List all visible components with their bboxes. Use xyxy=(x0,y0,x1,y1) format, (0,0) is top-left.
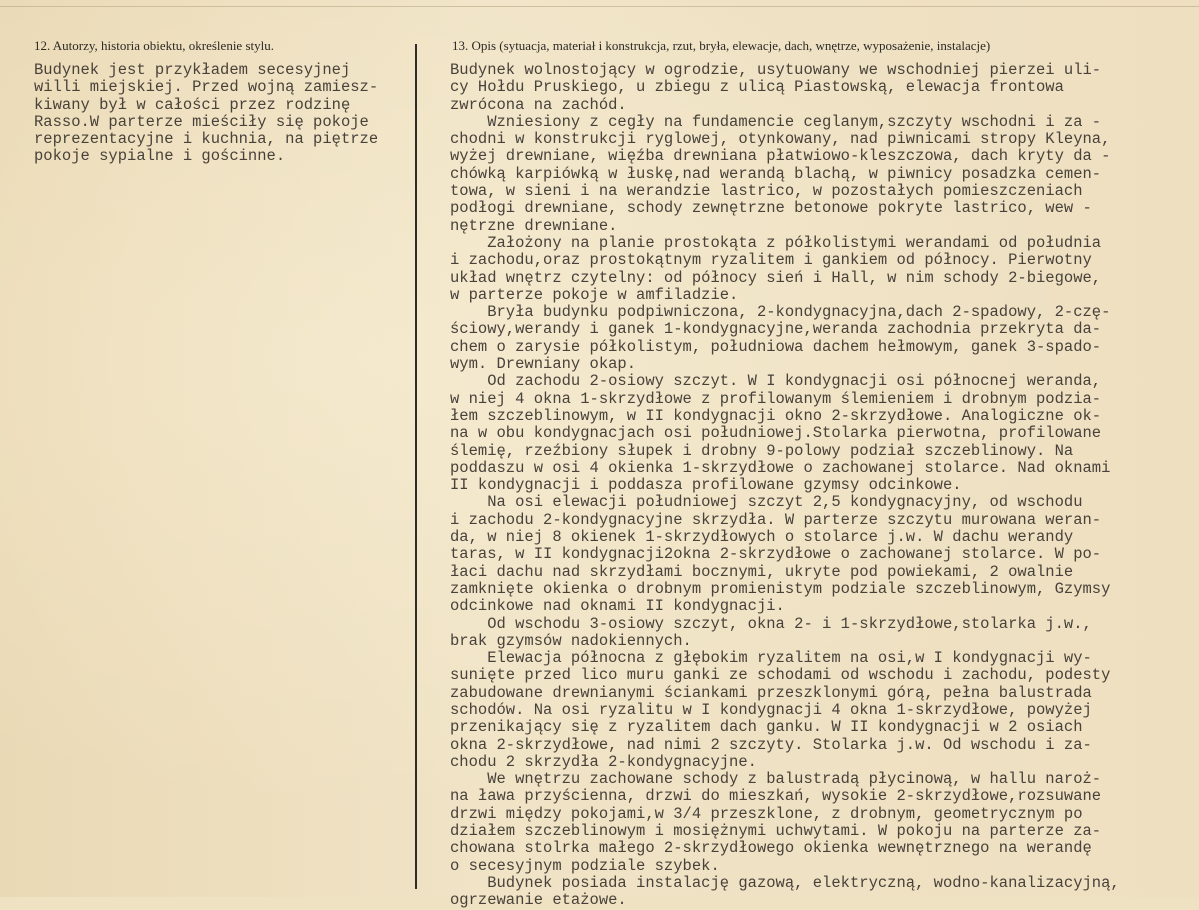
text-line: chodu 2 skrzydła 2-kondygnacyjne. xyxy=(450,752,757,771)
text-line: i zachodu,oraz prostokątnym ryzalitem i gankiem od północy. Pierwotny xyxy=(450,251,1092,270)
text-line: ślemię, rzeźbiony słupek i drobny 9-polowy podział szczeblinowy. Na xyxy=(450,441,1074,460)
text-line: cy Hołdu Pruskiego, u zbiegu z ulicą Piastowską, elewacja frontowa xyxy=(450,78,1064,97)
text-line: reprezentacyjne i kuchnia, na piętrze xyxy=(34,130,379,149)
text-line: i zachodu 2-kondygnacyjne skrzydła. W parterze szczytu murowana weran- xyxy=(450,510,1102,529)
text-line: da, w niej 8 okienek 1-skrzydłowych o stolarce j.w. W dachu werandy xyxy=(450,528,1074,547)
text-line: Rasso.W parterze mieściły się pokoje xyxy=(34,112,369,131)
text-line: układ wnętrz czytelny: od północy sień i Hall, w nim schody 2-biegowe, xyxy=(450,268,1102,287)
text-line: Wzniesiony z cegły na fundamencie ceglanym,szczyty wschodni i za - xyxy=(450,112,1102,131)
text-line: nętrzne drewniane. xyxy=(450,216,618,235)
text-line: Od wschodu 3-osiowy szczyt, okna 2- i 1-skrzydłowe,stolarka j.w., xyxy=(450,614,1092,633)
text-line: zabudowane drewnianymi ściankami przeszklonymi górą, pełna balustrada xyxy=(450,683,1092,702)
left-column-heading: 12. Autorzy, historia obiektu, określenie stylu. xyxy=(34,38,274,53)
right-column-heading: 13. Opis (sytuacja, materiał i konstrukcja, rzut, bryła, elewacje, dach, wnętrze, wyposażenie, instalacje) xyxy=(452,38,991,53)
text-line: zwrócona na zachód. xyxy=(450,95,627,114)
text-line: chodni w konstrukcji ryglowej, otynkowany, nad piwnicami stropy Kleyna, xyxy=(450,130,1111,149)
text-line: sunięte przed lico muru ganki ze schodami od wschodu i zachodu, podesty xyxy=(450,666,1111,685)
text-line: w parterze pokoje w amfiladzie. xyxy=(450,285,739,304)
text-line: Budynek posiada instalację gazową, elektryczną, wodno-kanalizacyjną, xyxy=(450,873,1120,892)
text-line: odcinkowe nad oknami II kondygnacji. xyxy=(450,597,785,616)
text-line: chowana stolrka małego 2-skrzydłowego okienka wewnętrznego na werandę xyxy=(450,839,1092,858)
right-column-text xyxy=(450,62,1120,910)
text-line: We wnętrzu zachowane schody z balustradą płycinową, w hallu naroż- xyxy=(450,770,1102,789)
text-line: kiwany był w całości przez rodzinę xyxy=(34,95,351,114)
text-line: ogrzewanie etażowe. xyxy=(450,891,627,910)
text-line: Na osi elewacji południowej szczyt 2,5 kondygnacyjny, od wschodu xyxy=(450,493,1083,512)
text-line: ściowy,werandy i ganek 1-kondygnacyjne,weranda zachodnia przekryta da- xyxy=(450,320,1102,339)
text-line: na w obu kondygnacjach osi południowej.Stolarka pierwotna, profilowane xyxy=(450,424,1102,443)
text-line: chówką karpiówką w łuskę,nad werandą blachą, w piwnicy posadzka cemen- xyxy=(450,164,1102,183)
text-line: wyżej drewniane, więźba drewniana płatwiowo-kleszczowa, dach kryty da - xyxy=(450,147,1111,166)
column-divider xyxy=(415,44,417,889)
text-line: towa, w sieni i na werandzie lastrico, w pozostałych pomieszczeniach xyxy=(450,182,1083,201)
text-line: łaci dachu nad skrzydłami bocznymi, ukryte pod powiekami, 2 owalnie xyxy=(450,562,1074,581)
text-line: okna 2-skrzydłowe, nad nimi 2 szczyty. Stolarka j.w. Od wschodu i za- xyxy=(450,735,1092,754)
text-line: taras, w II kondygnacji2okna 2-skrzydłowe o zachowanej stolarce. W po- xyxy=(450,545,1102,564)
text-line: przenikający się z ryzalitem dach ganku. W II kondygnacji w 2 osiach xyxy=(450,718,1083,737)
top-rule xyxy=(0,6,1199,7)
text-line: o secesyjnym podziale szybek. xyxy=(450,856,720,875)
text-line: Bryła budynku podpiwniczona, 2-kondygnacyjna,dach 2-spadowy, 2-czę- xyxy=(450,303,1111,322)
text-line: chem o zarysie półkolistym, południowa dachem hełmowym, ganek 3-spado- xyxy=(450,337,1102,356)
text-line: drzwi między pokojami,w 3/4 przeszklone, z drobnym, geometrycznym po xyxy=(450,804,1083,823)
text-line: zamknięte okienka o drobnym promienistym podziale szczeblinowym, Gzymsy xyxy=(450,579,1111,598)
text-line: w niej 4 okna 1-skrzydłowe z profilowanym ślemieniem i drobnym podzia- xyxy=(450,389,1102,408)
text-line: wym. Drewniany okap. xyxy=(450,355,637,374)
text-line: Od zachodu 2-osiowy szczyt. W I kondygnacji osi północnej weranda, xyxy=(450,372,1102,391)
text-line: brak gzymsów nadokiennych. xyxy=(450,631,692,650)
text-line: łem szczeblinowym, w II kondygnacji okno 2-skrzydłowe. Analogiczne ok- xyxy=(450,406,1102,425)
text-line: Elewacja północna z głębokim ryzalitem na osi,w I kondygnacji wy- xyxy=(450,649,1092,668)
text-line: podłogi drewniane, schody zewnętrzne betonowe pokryte lastrico, wew - xyxy=(450,199,1092,218)
left-column-text xyxy=(34,62,378,166)
text-line: na ława przyścienna, drzwi do mieszkań, wysokie 2-skrzydłowe,rozsuwane xyxy=(450,787,1102,806)
text-line: Budynek jest przykładem secesyjnej xyxy=(34,61,351,79)
text-line: poddaszu w osi 4 okienka 1-skrzydłowe o zachowanej stolarce. Nad oknami xyxy=(450,458,1111,477)
text-line: pokoje sypialne i gościnne. xyxy=(34,147,286,166)
text-line: Założony na planie prostokąta z półkolistymi werandami od południa xyxy=(450,233,1102,252)
text-line: schodów. Na osi ryzalitu w I kondygnacji 4 okna 1-skrzydłowe, powyżej xyxy=(450,700,1092,719)
text-line: II kondygnacji i poddasza profilowane gzymsy odcinkowe. xyxy=(450,476,962,495)
text-line: willi miejskiej. Przed wojną zamiesz- xyxy=(34,78,379,97)
text-line: działem szczeblinowym i mosiężnymi uchwytami. W pokoju na parterze za- xyxy=(450,822,1102,841)
text-line: Budynek wolnostojący w ogrodzie, usytuowany we wschodniej pierzei uli- xyxy=(450,61,1102,79)
